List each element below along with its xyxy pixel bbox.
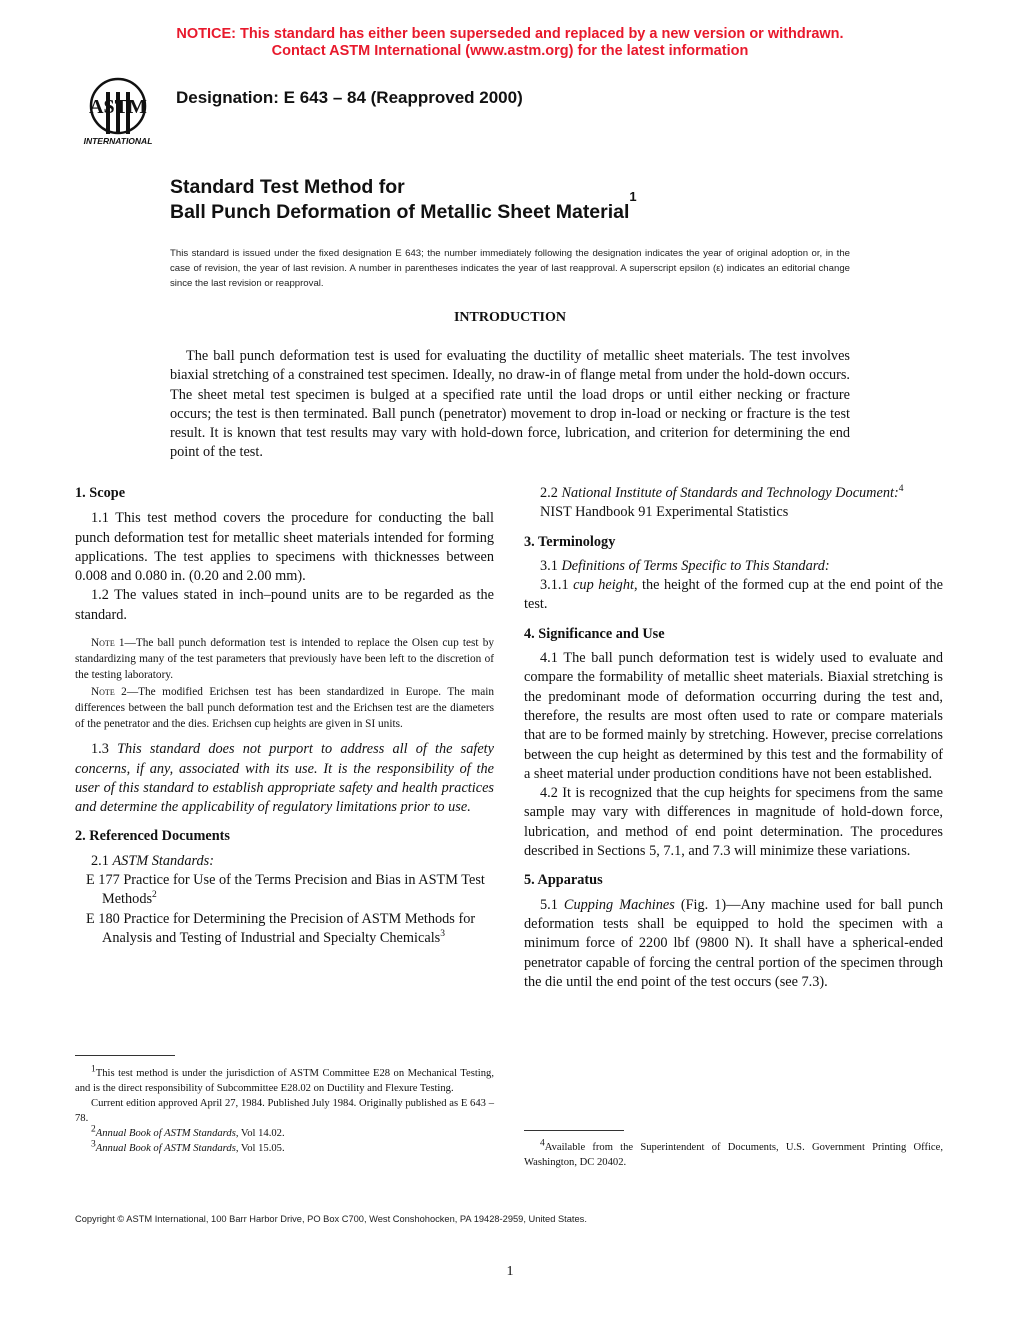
logo-text: ASTM [89, 96, 147, 118]
reference-e177: E 177 Practice for Use of the Terms Precision and Bias in ASTM Test Methods$^2$ [86, 872, 485, 908]
astm-logo [76, 76, 160, 148]
section-3-heading: 3. Terminology [524, 533, 616, 550]
introduction-body [170, 347, 850, 463]
footnote-3: $^3$Annual Book of ASTM Standards, Vol 15.05. [91, 1139, 285, 1154]
reference-e180: E 180 Practice for Determining the Precision of ASTM Methods for Analysis and Testing of Industrial and Specialty Chemicals$^3$ [86, 910, 476, 946]
introduction-paragraph: The ball punch deformation test is used for evaluating the ductility of metallic sheet materials. The test involves biaxial stretching of a constrained test specimen. Ideally, no draw-in of flange metal from under the hold-down occurs. The sheet metal test specimen is bulged at a specified rate until the load drops or until either necking or fracture occurs; the test is then terminated. Ball punch (penetrator) movement to drop in-load or necking or fracture is the test result. It is known that test results may vary with hold-down force, lubrication, and criterion for determining the end point of the test. [170, 348, 850, 461]
section-2-heading: 2. Referenced Documents [75, 828, 230, 845]
note-2: Note 2—The modified Erichsen test has been standardized in Europe. The main differences between the ball punch deformation test and the Erichsen test are the diameters of the penetrator and the dies. Erichsen cup heights are given in SI units. [75, 685, 494, 731]
footnote-4: $^4$Available from the Superintendent of Documents, U.S. Government Printing Office, Washington, DC 20402. [524, 1138, 943, 1168]
astm-logo-icon [76, 76, 160, 148]
title-line-1: Standard Test Method for [170, 176, 405, 198]
reference-nist: NIST Handbook 91 Experimental Statistics [540, 504, 789, 521]
footnote-rule-right [524, 1130, 624, 1131]
paragraph-4-1: 4.1 The ball punch deformation test is widely used to evaluate and compare the formability of metallic sheet materials. Biaxial stretching is the predominant mode of deformation occurring during the test and, therefore, the results are most often used to rate or compare materials that are to be formed mainly by stretching. However, precise correlations between the cup height as determined by this test and the formability of a sheet material under production conditions have not been established. [524, 650, 943, 782]
footnote-2: $^2$Annual Book of ASTM Standards, Vol 14.02. [91, 1124, 285, 1139]
paragraph-1-3: 1.3 This standard does not purport to address all of the safety concerns, if any, associated with its use. It is the responsibility of the user of this standard to establish appropriate safety and health practices and determine the applicability of regulatory limitations prior to use. [75, 741, 494, 816]
section-5-heading: 5. Apparatus [524, 872, 603, 889]
superseded-notice [0, 26, 1020, 59]
copyright: Copyright © ASTM International, 100 Barr Harbor Drive, PO Box C700, West Conshohocken, PA 19428-2959, United States. [75, 1214, 587, 1224]
paragraph-1-1: 1.1 This test method covers the procedure for conducting the ball punch deformation test for metallic sheet materials intended for forming applications. The test applies to specimens with thicknesses between 0.008 and 0.080 in. (0.20 and 2.00 mm). [75, 510, 494, 585]
section-1-heading: 1. Scope [75, 485, 126, 501]
notice-line-2: Contact ASTM International (www.astm.org) for the latest information [271, 42, 749, 59]
footnote-1: $^1$This test method is under the jurisdiction of ASTM Committee E28 on Mechanical Testing, and is the direct responsibility of Subcommittee E28.02 on Ductility and Flexure Testing. [75, 1064, 494, 1094]
logo-subtext: INTERNATIONAL [83, 136, 153, 146]
paragraph-5-1: 5.1 Cupping Machines (Fig. 1)—Any machine used for ball punch deformation tests shall be equipped to hold the specimen with a minimum force of 2200 lbf (9800 N). It shall have a spherical-ended penetrator capable of forcing the central portion of the specimen through the die until the end point of the test occurs (see 7.3). [524, 896, 943, 990]
paragraph-4-2: 4.2 It is recognized that the cup heights for specimens from the same sample may vary with differences in magnitude of hold-down force, lubrication, and method of end point determination. The procedures described in Sections 5, 7.1, and 7.3 will minimize these variations. [524, 785, 943, 860]
introduction-heading: INTRODUCTION [453, 310, 566, 325]
paragraph-2-2: 2.2 National Institute of Standards and Technology Document:$^4$ [540, 484, 904, 501]
footnote-rule [75, 1055, 175, 1056]
notice-line-1: NOTICE: This standard has either been superseded and replaced by a new version or withdrawn. [176, 26, 844, 42]
designation: Designation: E 643 – 84 (Reapproved 2000) [176, 88, 523, 107]
paragraph-3-1: 3.1 Definitions of Terms Specific to This Standard: [540, 557, 830, 574]
left-column [75, 484, 494, 948]
note-1: Note 1—The ball punch deformation test is intended to replace the Olsen cup test by standardizing many of the test parameters that previously have been left to the discretion of the testing laboratory. [75, 637, 494, 682]
footnote-1-continued: Current edition approved April 27, 1984. Published July 1984. Originally published as E 643 – 78. [75, 1098, 494, 1124]
section-4-heading: 4. Significance and Use [524, 625, 665, 642]
footnotes-left [75, 1066, 494, 1156]
right-column [524, 484, 943, 992]
paragraph-3-1-1: 3.1.1 cup height, the height of the formed cup at the end point of the test. [524, 577, 943, 613]
footnotes-right [524, 1140, 943, 1170]
paragraph-1-2: 1.2 The values stated in inch–pound units are to be regarded as the standard. [75, 587, 494, 623]
document-title [170, 175, 890, 225]
page-number: 1 [506, 1264, 514, 1279]
title-footnote-mark: 1 [629, 189, 637, 204]
title-line-2: Ball Punch Deformation of Metallic Sheet Material$^1$ [170, 189, 637, 223]
paragraph-2-1: 2.1 ASTM Standards: [91, 852, 214, 869]
issued-note: This standard is issued under the fixed designation E 643; the number immediately following the designation indicates the year of original adoption or, in the case of revision, the year of last revision. A number in parentheses indicates the year of last reapproval. A superscript epsilon (ε) indicates an editorial change since the last revision or reapproval. [170, 248, 850, 289]
